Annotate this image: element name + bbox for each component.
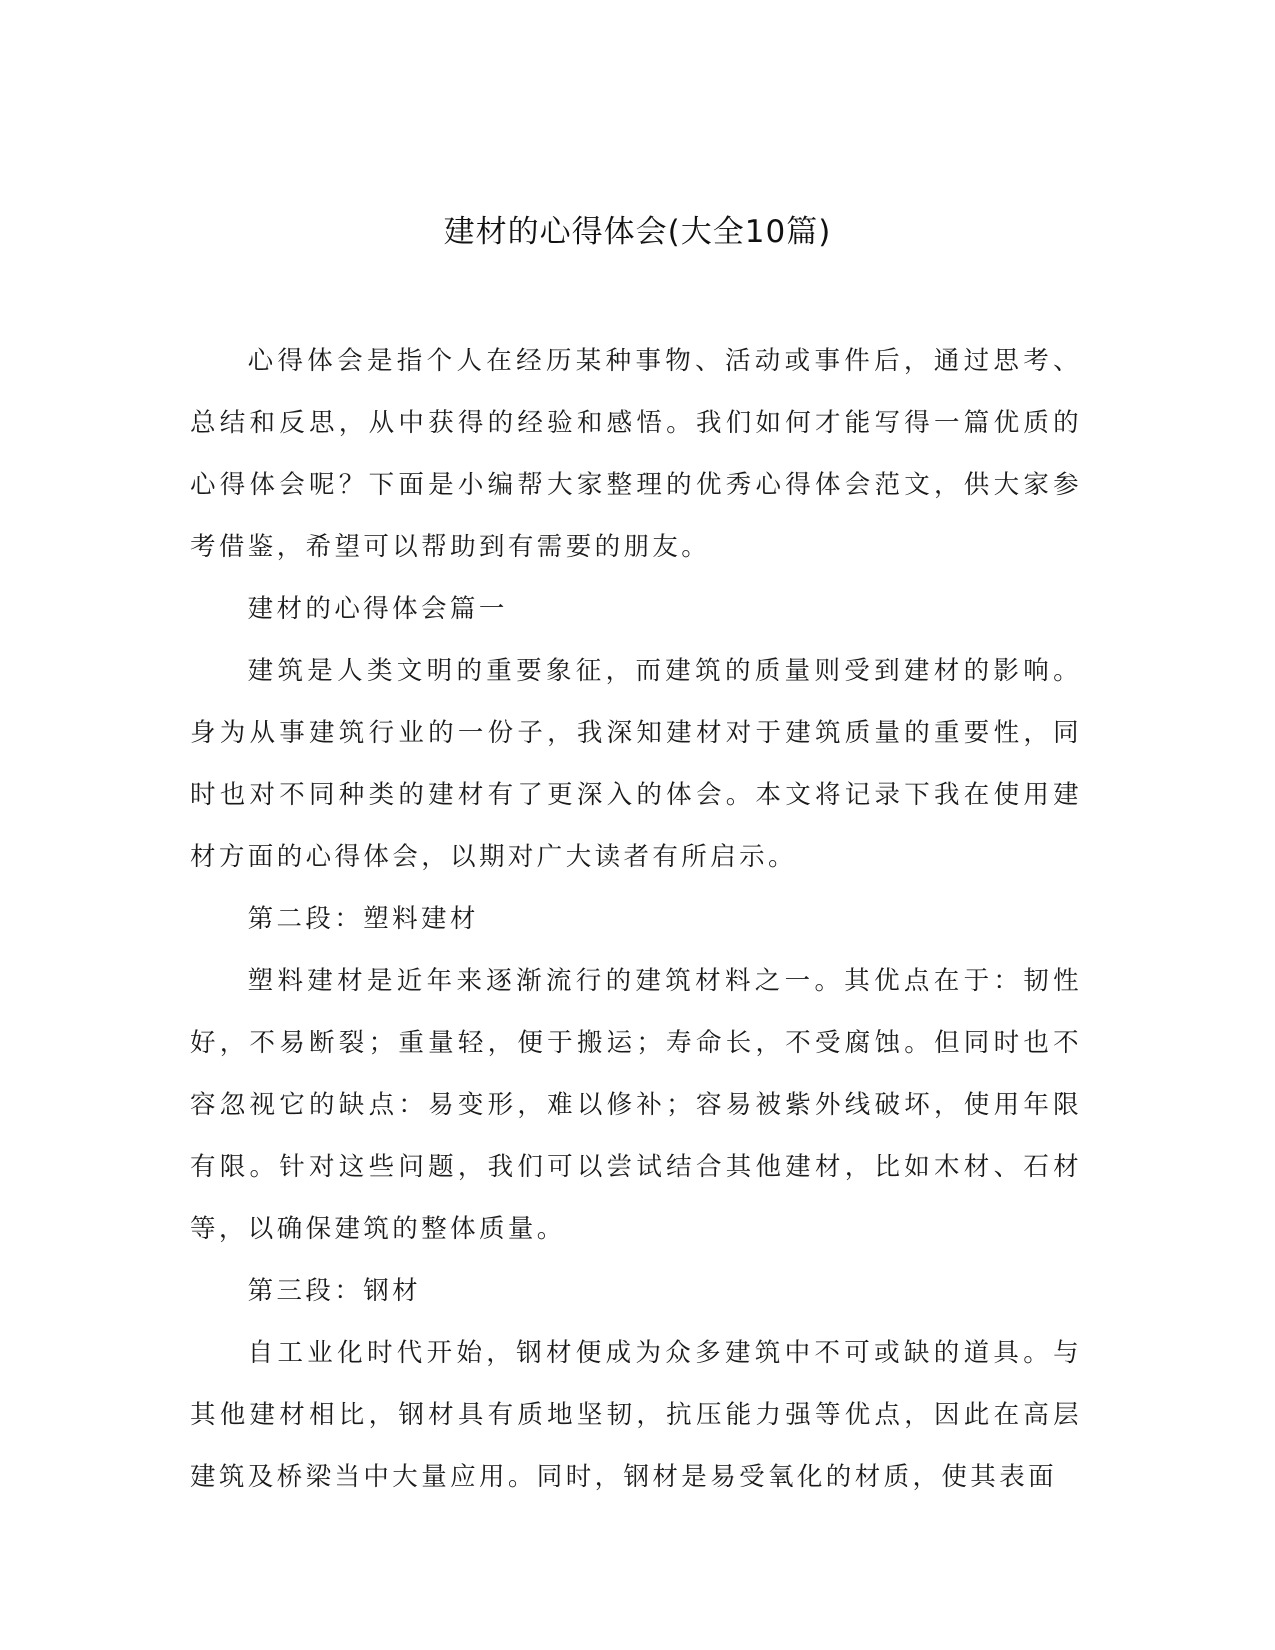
intro-paragraph: 心得体会是指个人在经历某种事物、活动或事件后，通过思考、总结和反思，从中获得的经验和感悟。我们如何才能写得一篇优质的心得体会呢？下面是小编帮大家整理的优秀心得体会范文，供大家参考借鉴，希望可以帮助到有需要的朋友。 [190, 346, 1082, 562]
section-heading-part-one: 建材的心得体会篇一 [247, 594, 508, 624]
section-heading-steel: 第三段：钢材 [247, 1276, 422, 1306]
document-title: 建材的心得体会(大全10篇) [443, 214, 832, 250]
document-body [190, 330, 1082, 1508]
section-heading-plastic: 第二段：塑料建材 [247, 904, 479, 934]
paragraph-steel: 自工业化时代开始，钢材便成为众多建筑中不可或缺的道具。与其他建材相比，钢材具有质地坚韧，抗压能力强等优点，因此在高层建筑及桥梁当中大量应用。同时，钢材是易受氧化的材质，使其表面 [190, 1338, 1082, 1492]
paragraph-building-materials: 建筑是人类文明的重要象征，而建筑的质量则受到建材的影响。身为从事建筑行业的一份子，我深知建材对于建筑质量的重要性，同时也对不同种类的建材有了更深入的体会。本文将记录下我在使用建材方面的心得体会，以期对广大读者有所启示。 [190, 656, 1082, 872]
paragraph-plastic: 塑料建材是近年来逐渐流行的建筑材料之一。其优点在于：韧性好，不易断裂；重量轻，便于搬运；寿命长，不受腐蚀。但同时也不容忽视它的缺点：易变形，难以修补；容易被紫外线破坏，使用年限有限。针对这些问题，我们可以尝试结合其他建材，比如木材、石材等，以确保建筑的整体质量。 [190, 966, 1082, 1244]
